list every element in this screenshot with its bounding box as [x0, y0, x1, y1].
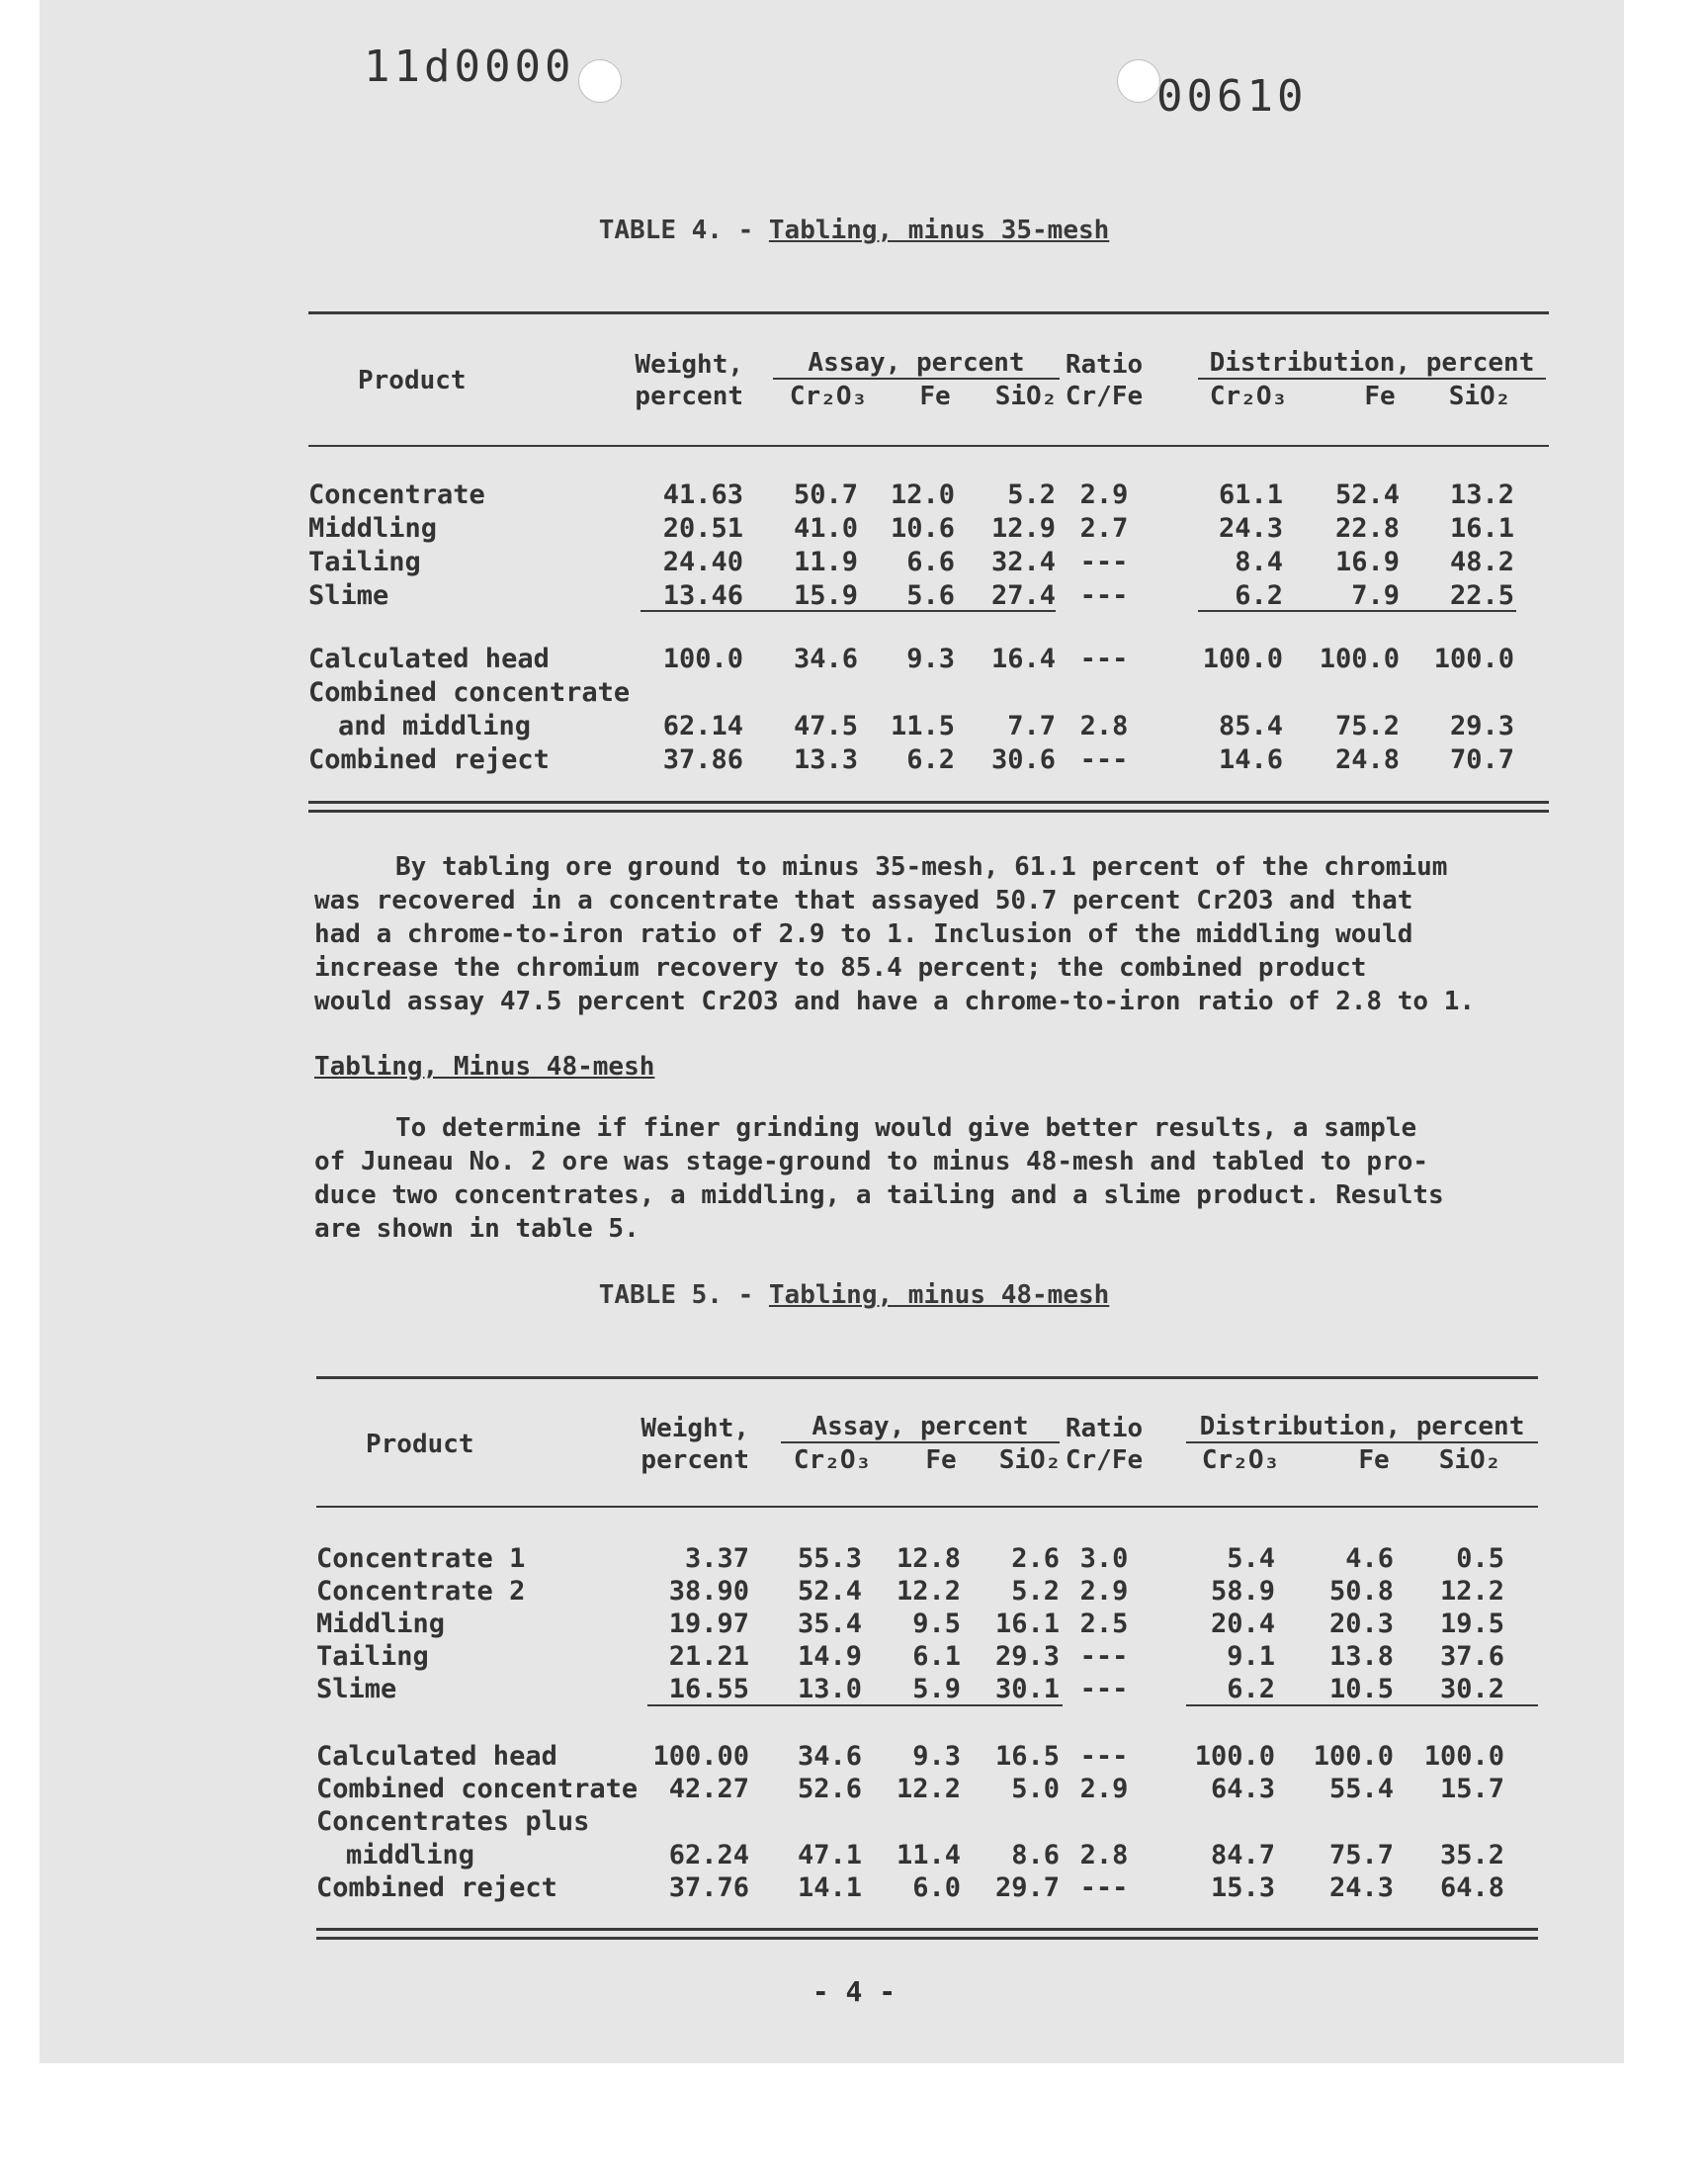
header-rule: [316, 1506, 1538, 1508]
cell-d-cr2o3: 14.6: [1218, 744, 1283, 775]
cell-fe: 6.6: [906, 547, 955, 577]
header-weight: Weight,: [640, 1414, 749, 1443]
cell-fe: 5.9: [912, 1674, 961, 1704]
cell-d-sio2: 100.0: [1423, 1741, 1504, 1772]
cell-d-fe: 13.8: [1328, 1641, 1394, 1672]
subtotal-rule: [647, 1704, 1063, 1706]
cell-d-cr2o3: 85.4: [1218, 711, 1283, 741]
cell-d-sio2: 30.2: [1439, 1674, 1504, 1704]
cell-fe: 11.4: [896, 1840, 961, 1870]
cell-weight: 19.97: [668, 1609, 749, 1639]
cell-cr2o3: 15.9: [793, 580, 858, 611]
cell-d-cr2o3: 100.0: [1194, 1741, 1275, 1772]
cell-d-sio2: 70.7: [1449, 744, 1514, 775]
paragraph-line: duce two concentrates, a middling, a tailing and a slime product. Results: [314, 1180, 1444, 1210]
cell-ratio: ---: [1079, 644, 1129, 674]
row-product-label: Middling: [308, 513, 438, 544]
paragraph-line: of Juneau No. 2 ore was stage-ground to minus 48-mesh and tabled to pro-: [314, 1147, 1429, 1176]
row-product-label: Middling: [316, 1609, 446, 1639]
cell-weight: 41.63: [662, 479, 743, 510]
row-product-label: Tailing: [308, 547, 421, 577]
cell-cr2o3: 35.4: [797, 1609, 862, 1639]
cell-d-fe: 24.8: [1334, 744, 1400, 775]
cell-weight: 100.00: [652, 1741, 749, 1772]
row-product-label: and middling: [338, 711, 532, 741]
cell-fe: 10.6: [890, 513, 955, 544]
cell-cr2o3: 47.1: [797, 1840, 862, 1870]
cell-sio2: 27.4: [990, 580, 1056, 611]
paragraph-line: would assay 47.5 percent Cr2O3 and have a chrome-to-iron ratio of 2.8 to 1.: [314, 987, 1475, 1016]
row-product-label: Calculated head: [316, 1741, 557, 1772]
cell-cr2o3: 14.1: [797, 1872, 862, 1903]
cell-fe: 9.5: [912, 1609, 961, 1639]
header-assay-group: Assay, percent: [781, 1412, 1060, 1443]
table5-title: Tabling, minus 48-mesh: [768, 1280, 1110, 1310]
table4-title: Tabling, minus 35-mesh: [768, 216, 1110, 245]
cell-d-fe: 20.3: [1328, 1609, 1394, 1639]
cell-d-fe: 22.8: [1334, 513, 1400, 544]
header-distribution-group: Distribution, percent: [1198, 348, 1546, 380]
cell-ratio: ---: [1079, 744, 1129, 775]
header-dist-cr2o3: Cr₂O₃: [1201, 1445, 1280, 1475]
cell-weight: 21.21: [668, 1641, 749, 1672]
table-bottom-rule: [316, 1928, 1538, 1940]
cell-sio2: 30.6: [990, 744, 1056, 775]
cell-weight: 37.86: [662, 744, 743, 775]
row-product-label-line1: Concentrates plus: [316, 1806, 590, 1837]
header-assay-group: Assay, percent: [773, 348, 1060, 380]
cell-d-fe: 75.7: [1328, 1840, 1394, 1870]
cell-d-fe: 50.8: [1328, 1576, 1394, 1607]
cell-d-fe: 100.0: [1313, 1741, 1394, 1772]
cell-sio2: 2.6: [1011, 1543, 1060, 1574]
cell-d-sio2: 64.8: [1439, 1872, 1504, 1903]
header-assay-sio2: SiO₂: [998, 1445, 1062, 1475]
cell-ratio: ---: [1079, 1674, 1129, 1704]
row-product-label: Concentrate: [308, 479, 485, 510]
cell-fe: 6.0: [912, 1872, 961, 1903]
cell-d-sio2: 48.2: [1449, 547, 1514, 577]
table5-top-rule: [316, 1376, 1538, 1379]
cell-d-cr2o3: 58.9: [1210, 1576, 1275, 1607]
header-weight-unit: percent: [635, 382, 743, 411]
cell-ratio: 3.0: [1079, 1543, 1129, 1574]
table4-caption: [0, 216, 1708, 245]
cell-cr2o3: 41.0: [793, 513, 858, 544]
header-ratio-unit: Cr/Fe: [1065, 382, 1144, 411]
cell-d-cr2o3: 84.7: [1210, 1840, 1275, 1870]
cell-sio2: 8.6: [1011, 1840, 1060, 1870]
row-product-label: middling: [346, 1840, 475, 1870]
table-bottom-rule: [308, 801, 1549, 813]
cell-d-sio2: 0.5: [1456, 1543, 1504, 1574]
cell-d-sio2: 19.5: [1439, 1609, 1504, 1639]
header-assay-cr2o3: Cr₂O₃: [789, 382, 868, 411]
cell-d-cr2o3: 15.3: [1210, 1872, 1275, 1903]
row-product-label: Calculated head: [308, 644, 550, 674]
cell-weight: 62.14: [662, 711, 743, 741]
cell-cr2o3: 13.0: [797, 1674, 862, 1704]
cell-fe: 12.2: [896, 1774, 961, 1804]
row-product-label: Concentrate 2: [316, 1576, 526, 1607]
cell-d-cr2o3: 100.0: [1202, 644, 1283, 674]
cell-weight: 42.27: [668, 1774, 749, 1804]
header-distribution-group: Distribution, percent: [1186, 1412, 1538, 1443]
cell-d-sio2: 100.0: [1433, 644, 1514, 674]
cell-d-sio2: 35.2: [1439, 1840, 1504, 1870]
punch-hole: [1117, 59, 1160, 103]
subtotal-rule: [1198, 610, 1516, 612]
cell-sio2: 5.0: [1011, 1774, 1060, 1804]
cell-ratio: ---: [1079, 1641, 1129, 1672]
cell-d-fe: 24.3: [1328, 1872, 1394, 1903]
table5-caption: [0, 1280, 1708, 1310]
cell-sio2: 32.4: [990, 547, 1056, 577]
cell-d-sio2: 13.2: [1449, 479, 1514, 510]
header-dist-cr2o3: Cr₂O₃: [1209, 382, 1288, 411]
cell-sio2: 16.5: [994, 1741, 1060, 1772]
cell-d-cr2o3: 6.2: [1235, 580, 1283, 611]
document-id-stamp-right: 00610: [1156, 71, 1308, 122]
cell-cr2o3: 34.6: [797, 1741, 862, 1772]
cell-weight: 16.55: [668, 1674, 749, 1704]
cell-cr2o3: 14.9: [797, 1641, 862, 1672]
table5-number: TABLE 5. -: [598, 1280, 754, 1310]
cell-weight: 38.90: [668, 1576, 749, 1607]
cell-d-fe: 75.2: [1334, 711, 1400, 741]
cell-d-sio2: 16.1: [1449, 513, 1514, 544]
cell-sio2: 5.2: [1007, 479, 1056, 510]
header-assay-fe: Fe: [919, 382, 951, 411]
cell-sio2: 12.9: [990, 513, 1056, 544]
cell-weight: 62.24: [668, 1840, 749, 1870]
cell-cr2o3: 11.9: [793, 547, 858, 577]
cell-d-fe: 100.0: [1319, 644, 1400, 674]
header-dist-sio2: SiO₂: [1438, 1445, 1501, 1475]
cell-sio2: 16.1: [994, 1609, 1060, 1639]
cell-ratio: ---: [1079, 1872, 1129, 1903]
cell-ratio: 2.5: [1079, 1609, 1129, 1639]
paragraph-line: was recovered in a concentrate that assayed 50.7 percent Cr2O3 and that: [314, 886, 1413, 915]
cell-fe: 11.5: [890, 711, 955, 741]
cell-weight: 3.37: [684, 1543, 749, 1574]
cell-sio2: 5.2: [1011, 1576, 1060, 1607]
cell-d-fe: 7.9: [1351, 580, 1400, 611]
cell-sio2: 29.3: [994, 1641, 1060, 1672]
cell-d-cr2o3: 20.4: [1210, 1609, 1275, 1639]
header-dist-fe: Fe: [1364, 382, 1396, 411]
cell-weight: 13.46: [662, 580, 743, 611]
cell-ratio: 2.9: [1079, 1774, 1129, 1804]
paragraph-line: are shown in table 5.: [314, 1214, 640, 1244]
header-weight-unit: percent: [640, 1445, 749, 1475]
cell-fe: 9.3: [912, 1741, 961, 1772]
cell-ratio: 2.9: [1079, 1576, 1129, 1607]
header-product: Product: [366, 1430, 474, 1459]
paragraph-line: To determine if finer grinding would give better results, a sample: [395, 1113, 1417, 1143]
row-product-label: Combined concentrate: [316, 1774, 639, 1804]
cell-ratio: ---: [1079, 547, 1129, 577]
cell-sio2: 16.4: [990, 644, 1056, 674]
cell-fe: 12.2: [896, 1576, 961, 1607]
page-number: - 4 -: [811, 1975, 897, 2008]
header-assay-sio2: SiO₂: [994, 382, 1058, 411]
subtotal-rule: [1186, 1704, 1538, 1706]
row-product-label: Combined reject: [316, 1872, 557, 1903]
cell-fe: 12.8: [896, 1543, 961, 1574]
header-product: Product: [358, 366, 467, 395]
cell-fe: 12.0: [890, 479, 955, 510]
cell-d-sio2: 12.2: [1439, 1576, 1504, 1607]
cell-ratio: 2.7: [1079, 513, 1129, 544]
header-rule: [308, 445, 1549, 447]
cell-fe: 5.6: [906, 580, 955, 611]
cell-d-cr2o3: 6.2: [1227, 1674, 1275, 1704]
cell-sio2: 7.7: [1007, 711, 1056, 741]
row-product-label: Combined reject: [308, 744, 550, 775]
cell-d-cr2o3: 9.1: [1227, 1641, 1275, 1672]
cell-weight: 24.40: [662, 547, 743, 577]
cell-weight: 100.0: [662, 644, 743, 674]
cell-ratio: 2.9: [1079, 479, 1129, 510]
cell-ratio: ---: [1079, 580, 1129, 611]
cell-fe: 6.1: [912, 1641, 961, 1672]
cell-d-fe: 10.5: [1328, 1674, 1394, 1704]
document-id-stamp-left: 11d0000: [364, 42, 575, 92]
header-assay-fe: Fe: [925, 1445, 957, 1475]
header-ratio-unit: Cr/Fe: [1065, 1445, 1144, 1475]
cell-d-fe: 16.9: [1334, 547, 1400, 577]
row-product-label-line1: Combined concentrate: [308, 677, 631, 708]
cell-d-cr2o3: 61.1: [1218, 479, 1283, 510]
cell-d-sio2: 22.5: [1449, 580, 1514, 611]
cell-cr2o3: 52.4: [797, 1576, 862, 1607]
row-product-label: Slime: [316, 1674, 397, 1704]
cell-weight: 20.51: [662, 513, 743, 544]
header-assay-cr2o3: Cr₂O₃: [793, 1445, 872, 1475]
paragraph-line: had a chrome-to-iron ratio of 2.9 to 1. Inclusion of the middling would: [314, 919, 1413, 949]
cell-fe: 9.3: [906, 644, 955, 674]
cell-d-cr2o3: 64.3: [1210, 1774, 1275, 1804]
section-heading: Tabling, Minus 48-mesh: [314, 1052, 655, 1082]
cell-sio2: 30.1: [994, 1674, 1060, 1704]
punch-hole: [578, 59, 622, 103]
table4-top-rule: [308, 311, 1549, 314]
cell-d-fe: 4.6: [1345, 1543, 1394, 1574]
cell-cr2o3: 13.3: [793, 744, 858, 775]
subtotal-rule: [640, 610, 1056, 612]
cell-cr2o3: 50.7: [793, 479, 858, 510]
table4-number: TABLE 4. -: [598, 216, 754, 245]
cell-fe: 6.2: [906, 744, 955, 775]
row-product-label: Tailing: [316, 1641, 429, 1672]
row-product-label: Concentrate 1: [316, 1543, 526, 1574]
cell-d-cr2o3: 8.4: [1235, 547, 1283, 577]
cell-ratio: ---: [1079, 1741, 1129, 1772]
cell-d-sio2: 15.7: [1439, 1774, 1504, 1804]
header-weight: Weight,: [635, 350, 743, 380]
header-dist-fe: Fe: [1358, 1445, 1390, 1475]
cell-d-cr2o3: 5.4: [1227, 1543, 1275, 1574]
cell-weight: 37.76: [668, 1872, 749, 1903]
paragraph-line: By tabling ore ground to minus 35-mesh, 61.1 percent of the chromium: [395, 852, 1448, 882]
cell-cr2o3: 34.6: [793, 644, 858, 674]
header-dist-sio2: SiO₂: [1448, 382, 1511, 411]
paragraph-line: increase the chromium recovery to 85.4 percent; the combined product: [314, 953, 1367, 983]
cell-ratio: 2.8: [1079, 1840, 1129, 1870]
cell-d-sio2: 37.6: [1439, 1641, 1504, 1672]
cell-cr2o3: 52.6: [797, 1774, 862, 1804]
row-product-label: Slime: [308, 580, 389, 611]
cell-cr2o3: 47.5: [793, 711, 858, 741]
cell-d-fe: 55.4: [1328, 1774, 1394, 1804]
header-ratio: Ratio: [1065, 1414, 1144, 1443]
cell-sio2: 29.7: [994, 1872, 1060, 1903]
cell-d-cr2o3: 24.3: [1218, 513, 1283, 544]
cell-ratio: 2.8: [1079, 711, 1129, 741]
header-ratio: Ratio: [1065, 350, 1144, 380]
cell-cr2o3: 55.3: [797, 1543, 862, 1574]
cell-d-fe: 52.4: [1334, 479, 1400, 510]
cell-d-sio2: 29.3: [1449, 711, 1514, 741]
